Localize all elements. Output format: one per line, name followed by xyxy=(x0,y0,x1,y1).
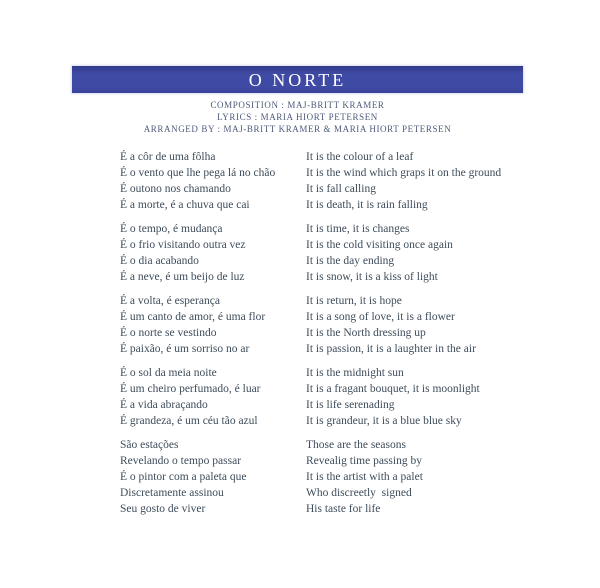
lyric-line-en: It is the day ending xyxy=(306,255,395,267)
lyric-line-row xyxy=(120,501,501,517)
lyric-line-row xyxy=(120,309,501,325)
lyric-line-pt: É a volta, é esperança xyxy=(120,295,220,307)
lyric-line-row xyxy=(120,381,501,397)
lyric-line-pt: Discretamente assinou xyxy=(120,487,224,499)
lyric-line-pt: Revelando o tempo passar xyxy=(120,455,242,467)
lyric-line-en: It is the midnight sun xyxy=(306,367,404,379)
lyric-line-row xyxy=(120,469,501,485)
lyric-line-en: It is life serenading xyxy=(306,399,395,411)
lyric-line-pt: É o norte se vestindo xyxy=(120,327,217,339)
lyric-line-row xyxy=(120,237,501,253)
lyric-line-row xyxy=(120,181,501,197)
lyric-line-row xyxy=(120,149,501,165)
stanza xyxy=(120,437,501,517)
lyric-line-row xyxy=(120,341,501,357)
credit-line-arranged-by: ARRANGED BY : MAJ-BRITT KRAMER & MARIA HIORT PETERSEN xyxy=(143,124,452,134)
stanza xyxy=(120,221,501,285)
lyric-line-en: It is a fragant bouquet, it is moonlight xyxy=(306,383,480,395)
lyric-line-pt: É paixão, é um sorriso no ar xyxy=(120,343,250,355)
lyric-line-pt: É a vida abraçando xyxy=(120,399,208,411)
title-banner xyxy=(72,66,523,93)
lyric-line-row xyxy=(120,485,501,501)
lyric-line-pt: É a côr de uma fôlha xyxy=(120,151,216,163)
lyric-line-pt: É o sol da meia noite xyxy=(120,367,217,379)
lyric-line-pt: É o pintor com a paleta que xyxy=(120,471,247,483)
lyric-line-en: It is grandeur, it is a blue blue sky xyxy=(306,415,462,427)
lyric-line-row xyxy=(120,397,501,413)
lyric-line-en: It is the wind which graps it on the ground xyxy=(306,167,502,179)
lyric-line-en: It is time, it is changes xyxy=(306,223,410,235)
lyric-line-pt: É outono nos chamando xyxy=(120,183,231,195)
lyric-line-pt: É grandeza, é um céu tão azul xyxy=(120,415,258,427)
lyric-line-row xyxy=(120,253,501,269)
lyric-line-pt: É a morte, é a chuva que cai xyxy=(120,199,250,211)
lyric-line-en: It is death, it is rain falling xyxy=(306,199,428,211)
lyric-line-pt: É o vento que lhe pega lá no chão xyxy=(120,167,276,179)
lyric-line-en: Those are the seasons xyxy=(306,439,406,451)
lyric-line-row xyxy=(120,197,501,213)
lyric-line-en: It is the colour of a leaf xyxy=(306,151,414,163)
lyric-line-row xyxy=(120,365,501,381)
lyric-line-pt: É o frio visitando outra vez xyxy=(120,239,246,251)
page-title: O NORTE xyxy=(248,70,347,90)
lyric-line-en: It is return, it is hope xyxy=(306,295,402,307)
lyric-line-en: It is the artist with a palet xyxy=(306,471,423,483)
lyric-line-en: It is snow, it is a kiss of light xyxy=(306,271,438,283)
stanza xyxy=(120,365,501,429)
lyric-line-row xyxy=(120,221,501,237)
lyric-line-pt: É um canto de amor, é uma flor xyxy=(120,311,266,323)
lyric-line-row xyxy=(120,293,501,309)
lyric-line-row xyxy=(120,453,501,469)
lyric-line-row xyxy=(120,413,501,429)
lyric-line-en: Revealig time passing by xyxy=(306,455,422,467)
credit-line-lyrics: LYRICS : MARIA HIORT PETERSEN xyxy=(217,112,378,122)
lyric-line-pt: São estações xyxy=(120,439,179,451)
lyric-line-row xyxy=(120,165,501,181)
lyrics-section xyxy=(120,149,501,525)
lyric-line-pt: Seu gosto de viver xyxy=(120,503,206,515)
lyric-line-pt: É o tempo, é mudança xyxy=(120,223,223,235)
lyric-line-en: It is fall calling xyxy=(306,183,376,195)
lyric-line-en: It is passion, it is a laughter in the air xyxy=(306,343,476,355)
lyric-line-en: It is a song of love, it is a flower xyxy=(306,311,455,323)
lyric-line-pt: É o dia acabando xyxy=(120,255,199,267)
credits-block xyxy=(72,99,523,135)
lyric-line-en: His taste for life xyxy=(306,503,381,515)
lyric-line-row xyxy=(120,437,501,453)
credit-line-composition: COMPOSITION : MAJ-BRITT KRAMER xyxy=(210,100,385,110)
lyric-line-row xyxy=(120,269,501,285)
lyric-line-pt: É a neve, é um beijo de luz xyxy=(120,271,245,283)
lyric-line-row xyxy=(120,325,501,341)
lyric-line-en: It is the cold visiting once again xyxy=(306,239,453,251)
lyric-line-en: It is the North dressing up xyxy=(306,327,426,339)
stanza xyxy=(120,149,501,213)
lyric-line-en: Who discreetly signed xyxy=(306,487,412,499)
lyric-line-pt: É um cheiro perfumado, é luar xyxy=(120,383,261,395)
stanza xyxy=(120,293,501,357)
